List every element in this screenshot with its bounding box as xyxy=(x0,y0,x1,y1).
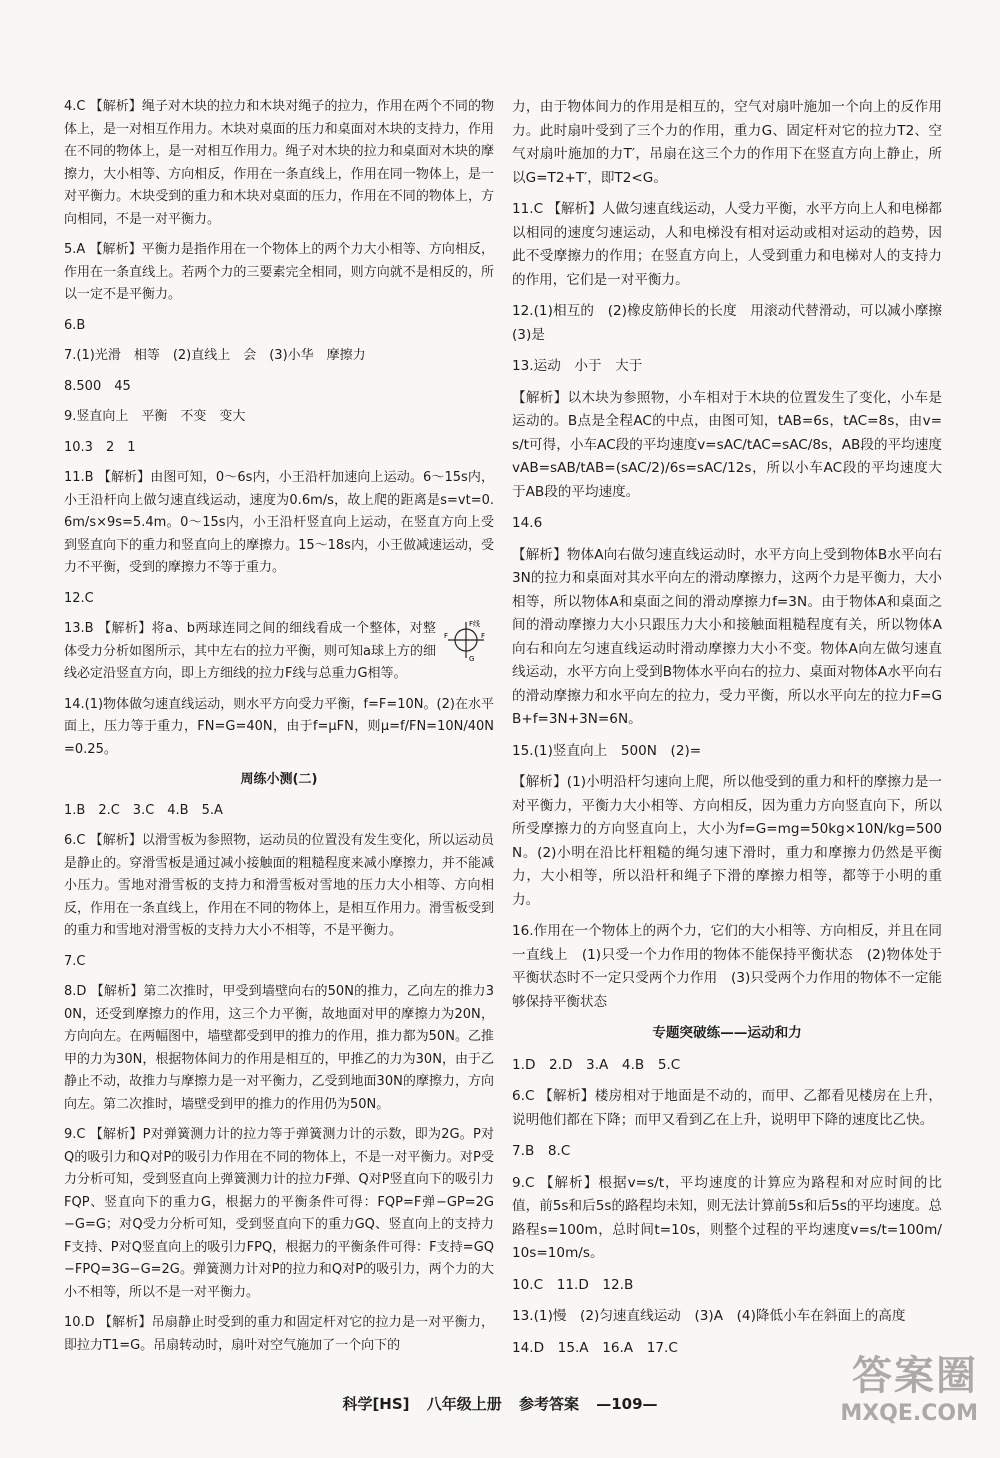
force-diagram xyxy=(444,618,488,662)
fig-label-left: F xyxy=(444,632,449,640)
answer-item: 力，由于物体间力的作用是相互的，空气对扇叶施加一个向上的反作用力。此时扇叶受到了三个力的作用，重力G、固定杆对它的拉力T2、空气对扇叶施加的力T′，吊扇在这三个力的作用下在竖直方向上静止，所以G=T2+T′，即T2<G。 xyxy=(512,99,942,186)
answer-item: 6.C 【解析】楼房相对于地面是不动的，而甲、乙都看见楼房在上升，说明他们都在下降；而甲又看到乙在上升，说明甲下降的速度比乙快。 xyxy=(512,1088,942,1128)
footer-answer: 参考答案 xyxy=(519,1395,580,1413)
answer-item: 14.6 xyxy=(512,515,543,531)
watermark-url: MXQE.COM xyxy=(840,1401,978,1426)
answer-item: 14.D 15.A 16.A 17.C xyxy=(512,1339,678,1356)
answer-item: 8.D 【解析】第二次推时，甲受到墙壁向右的50N的推力，乙向左的推力30N，还受到摩擦力的作用，这三个力平衡，故地面对甲的摩擦力为20N，方向向左。在两幅图中，墙壁都受到甲的推力的作用，推力都为50N。乙推甲的力为30N，根据物体间力的作用是相互的，甲推乙的力为30N，由于乙静止不动，故推力与摩擦力是一对平衡力，乙受到地面30N的摩擦力，方向向左。第二次推时，墙壁受到甲的推力的作用仍为50N。 xyxy=(64,984,494,1112)
answer-item: 14.(1)物体做匀速直线运动，则水平方向受力平衡，f=F=10N。(2)在水平面上，压力等于重力，FN=G=40N，由于f=μFN，则μ=f/FN=10N/40N=0.25。 xyxy=(64,696,494,757)
section-title: 专题突破练——运动和力 xyxy=(652,1025,802,1041)
answer-item: 10.D 【解析】吊扇静止时受到的重力和固定杆对它的拉力是一对平衡力，即拉力T1=G。吊扇转动时，扇叶对空气施加了一个向下的 xyxy=(64,1315,494,1353)
answer-item: 13.(1)慢 (2)匀速直线运动 (3)A (4)降低小车在斜面上的高度 xyxy=(512,1308,906,1324)
answer-item xyxy=(64,618,494,686)
answer-item: 15.(1)竖直向上 500N (2)= xyxy=(512,742,702,759)
watermark-logo: 答案圈 xyxy=(852,1353,978,1399)
right-column xyxy=(512,96,956,1368)
answer-item: 8.500 45 xyxy=(64,378,131,394)
fig-label-right: F xyxy=(481,632,486,640)
answer-item: 5.A 【解析】平衡力是指作用在一个物体上的两个力大小相等、方向相反，作用在一条直线上。若两个力的三要素完全相同，则方向就不是相反的，所以一定不是平衡力。 xyxy=(64,242,494,302)
answer-item: 12.C xyxy=(64,590,94,606)
answer-item: 11.B 【解析】由图可知，0～6s内，小王沿杆加速向上运动。6～15s内，小王沿杆向上做匀速直线运动，速度为0.6m/s，故上爬的距离是s=vt=0.6m/s×9s=5.4m。0～15s内，小王沿杆竖直向上运动，在竖直方向上受到竖直向下的重力和竖直向上的摩擦力。15～18s内，小王做减速运动，受力不平衡，受到的摩擦力不等于重力。 xyxy=(64,470,494,575)
answer-item: 10.3 2 1 xyxy=(64,439,136,455)
answer-item: 9.竖直向上 平衡 不变 变大 xyxy=(64,409,246,424)
answer-item: 7.(1)光滑 相等 (2)直线上 会 (3)小华 摩擦力 xyxy=(64,348,366,363)
fig-label-top: F线 xyxy=(469,620,481,628)
answer-item: 4.C 【解析】绳子对木块的拉力和木块对绳子的拉力，作用在两个不同的物体上，是一对相互作用力。木块对桌面的压力和桌面对木块的支持力，作用在不同的物体上，是一对相互作用力。绳子对木块的拉力和桌面对木块的摩擦力，大小相等、方向相反，作用在一条直线上，作用在同一物体上，是一对平衡力。木块受到的重力和木块对桌面的压力，作用在不同的物体上，方向相同，不是一对平衡力。 xyxy=(64,99,494,227)
section-title: 周练小测(二) xyxy=(240,772,318,787)
answer-item: 7.B 8.C xyxy=(512,1143,571,1159)
answer-item: 12.(1)相互的 (2)橡皮筋伸长的长度 用滚动代替滑动，可以减小摩擦 (3)是 xyxy=(512,303,956,343)
fig-label-bottom: G xyxy=(469,655,475,662)
answer-item: 【解析】以木块为参照物，小车相对于木块的位置发生了变化，小车是运动的。B点是全程AC的中点，由图可知，tAB=6s，tAC=8s，由v=s/t可得，小车AC段的平均速度v=sAC/tAC=sAC/8s，AB段的平均速度vAB=sAB/tAB=(sAC/2)/6s=sAC/12s，所以小车AC段的平均速度大于AB段的平均速度。 xyxy=(512,389,942,500)
answer-item: 11.C 【解析】人做匀速直线运动，人受力平衡，水平方向上人和电梯都以相同的速度匀速运动，人和电梯没有相对运动或相对运动的趋势，因此不受摩擦力的作用；在竖直方向上，人受到重力和电梯对人的支持力的作用，它们是一对平衡力。 xyxy=(512,201,942,288)
answer-item: 【解析】(1)小明沿杆匀速向上爬，所以他受到的重力和杆的摩擦力是一对平衡力，平衡力大小相等、方向相反，因为重力方向竖直向下，所以所受摩擦力的方向竖直向上，大小为f=G=mg=50kg×10N/kg=500N。(2)小明在沿比杆粗糙的绳匀速下滑时，重力和摩擦力仍然是平衡力，大小相等，所以沿杆和绳子下滑的摩擦力相等，都等于小明的重力。 xyxy=(512,774,942,908)
footer-grade: 八年级上册 xyxy=(426,1395,502,1413)
answer-item: 1.B 2.C 3.C 4.B 5.A xyxy=(64,802,223,818)
answer-item: 1.D 2.D 3.A 4.B 5.C xyxy=(512,1056,681,1073)
watermark xyxy=(788,1352,978,1448)
answer-item: 7.C xyxy=(64,953,86,969)
answer-text: 13.B 【解析】将a、b两球连同之间的细线看成一个整体，对整体受力分析如图所示，其中左右的拉力平衡，则可知a球上方的细线必定沿竖直方向，即上方细线的拉力F线与总重力G相等。 xyxy=(64,621,436,681)
answer-item: 9.C 【解析】根据v=s/t，平均速度的计算应为路程和对应时间的比值，前5s和后5s的路程均未知，则无法计算前5s和后5s的平均速度。总路程s=100m，总时间t=10s，则整个过程的平均速度v=s/t=100m/10s=10m/s。 xyxy=(512,1174,942,1261)
answer-item: 10.C 11.D 12.B xyxy=(512,1276,634,1293)
answer-item: 13.运动 小于 大于 xyxy=(512,358,643,374)
footer-page-number: —109— xyxy=(596,1395,658,1413)
answer-item: 16.作用在一个物体上的两个力，它们的大小相等、方向相反，并且在同一直线上 (1)只受一个力作用的物体不能保持平衡状态 (2)物体处于平衡状态时不一定只受两个力作用 (3)只受两个力作用的物体不一定能够保持平衡状态 xyxy=(512,923,942,1010)
answer-item: 9.C 【解析】P对弹簧测力计的拉力等于弹簧测力计的示数，即为2G。P对Q的吸引力和Q对P的吸引力作用在不同的物体上，不是一对平衡力。对P受力分析可知，受到竖直向上弹簧测力计的拉力F弹、Q对P竖直向下的吸引力FQP、竖直向下的重力G，根据力的平衡条件可得：FQP=F弹−GP=2G−G=G；对Q受力分析可知，受到竖直向下的重力GQ、竖直向上的支持力F支持、P对Q竖直向上的吸引力FPQ，根据力的平衡条件可得：F支持=GQ−FPQ=3G−G=2G。弹簧测力计对P的拉力和Q对P的吸引力，两个力的大小不相等，所以不是一对平衡力。 xyxy=(64,1127,494,1300)
left-column xyxy=(64,96,494,1365)
answer-item: 6.C 【解析】以滑雪板为参照物，运动员的位置没有发生变化，所以运动员是静止的。穿滑雪板是通过减小接触面的粗糙程度来减小摩擦力，并不能减小压力。雪地对滑雪板的支持力和滑雪板对雪地的压力大小相等、方向相反，作用在一条直线上，作用在不同的物体上，是相互作用力。滑雪板受到的重力和雪地对滑雪板的支持力大小不相等，不是平衡力。 xyxy=(64,833,494,938)
footer-subject: 科学[HS] xyxy=(342,1395,410,1413)
answer-item: 6.B xyxy=(64,317,86,333)
answer-item: 【解析】物体A向右做匀速直线运动时，水平方向上受到物体B水平向右3N的拉力和桌面对其水平向左的滑动摩擦力，这两个力是平衡力，大小相等，所以物体A和桌面之间的滑动摩擦力f=3N。由于物体A和桌面之间的滑动摩擦力大小只跟压力大小和接触面粗糙程度有关，所以物体A向右和向左匀速直线运动时滑动摩擦力大小不变。物体A向左做匀速直线运动，水平方向上受到B物体水平向右的拉力、桌面对物体A水平向右的滑动摩擦力和水平向左的拉力，受力平衡，所以水平向左的拉力F=GB+f=3N+3N=6N。 xyxy=(512,546,942,727)
